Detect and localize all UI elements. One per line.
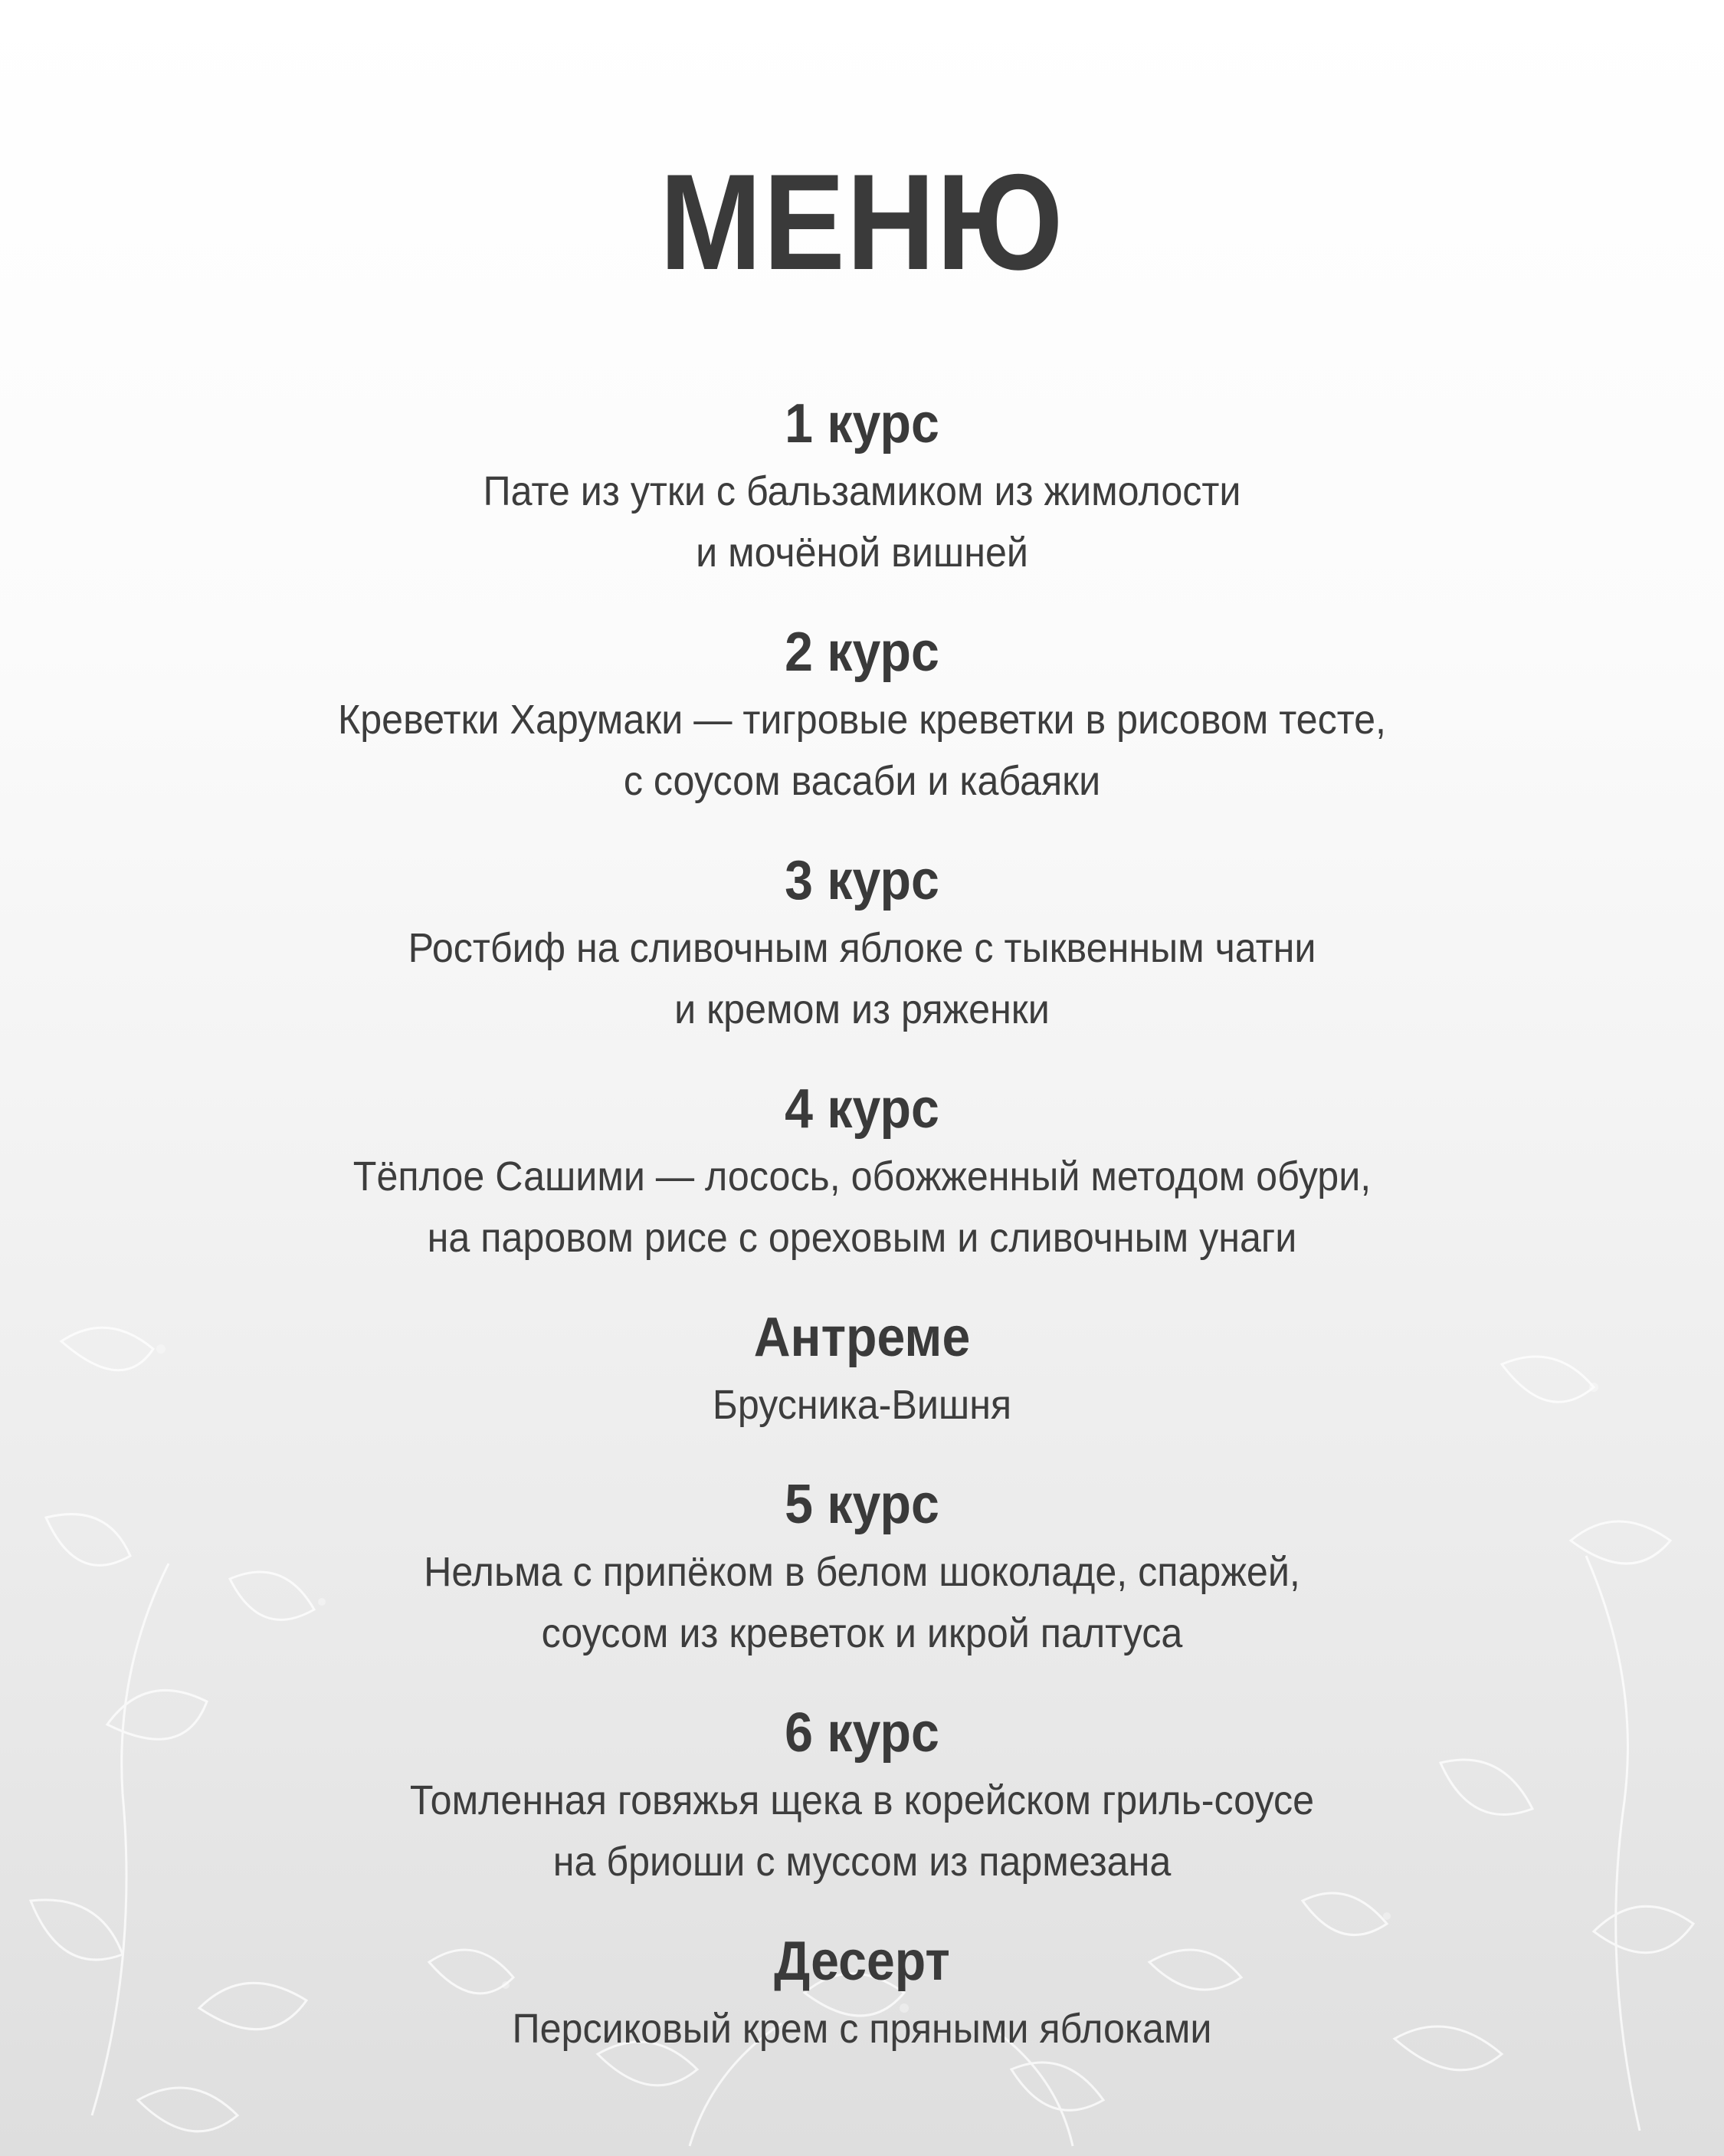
course-description-line: Ростбиф на сливочным яблоке с тыквенным чатни	[408, 925, 1316, 971]
course-description-line: соусом из креветок и икрой палтуса	[541, 1610, 1183, 1656]
course-description-line: и кремом из ряженки	[674, 986, 1050, 1032]
menu-courses-list	[0, 387, 1724, 2059]
course-description-line: Нельма с припёком в белом шоколаде, спаржей,	[424, 1549, 1300, 1595]
course-2	[0, 615, 1724, 812]
course-description-line: на паровом рисе с ореховым и сливочным унаги	[427, 1215, 1297, 1261]
course-description-line: Креветки Харумаки — тигровые креветки в рисовом тесте,	[337, 697, 1387, 743]
course-description-line: и мочёной вишней	[696, 530, 1028, 576]
course-title: 6 курс	[785, 1702, 939, 1764]
course-title: Десерт	[774, 1931, 950, 1992]
course-title: 3 курс	[785, 850, 939, 911]
course-description-line: Томленная говяжья щека в корейском гриль-соусе	[409, 1777, 1315, 1823]
course-6	[0, 1696, 1724, 1892]
course-description-line: Брусника-Вишня	[712, 1382, 1012, 1428]
course-title: 4 курс	[785, 1078, 939, 1140]
course-4	[0, 1072, 1724, 1268]
course-title: 2 курс	[785, 622, 939, 683]
course-entremet	[0, 1301, 1724, 1436]
course-dessert	[0, 1925, 1724, 2059]
course-description-line: Персиковый крем с пряными яблоками	[512, 2006, 1212, 2052]
course-title: 5 курс	[785, 1474, 939, 1535]
course-description-line: Пате из утки с бальзамиком из жимолости	[483, 468, 1241, 514]
course-title: Антреме	[753, 1307, 971, 1368]
course-description-line: Тёплое Сашими — лосось, обожженный методом обури,	[352, 1153, 1372, 1199]
menu-title: МЕНЮ	[659, 146, 1065, 298]
course-5	[0, 1468, 1724, 1664]
course-1	[0, 387, 1724, 583]
course-title: 1 курс	[785, 393, 939, 454]
course-description-line: на бриоши с муссом из пармезана	[552, 1839, 1172, 1885]
course-3	[0, 844, 1724, 1040]
course-description-line: с соусом васаби и кабаяки	[623, 758, 1101, 804]
